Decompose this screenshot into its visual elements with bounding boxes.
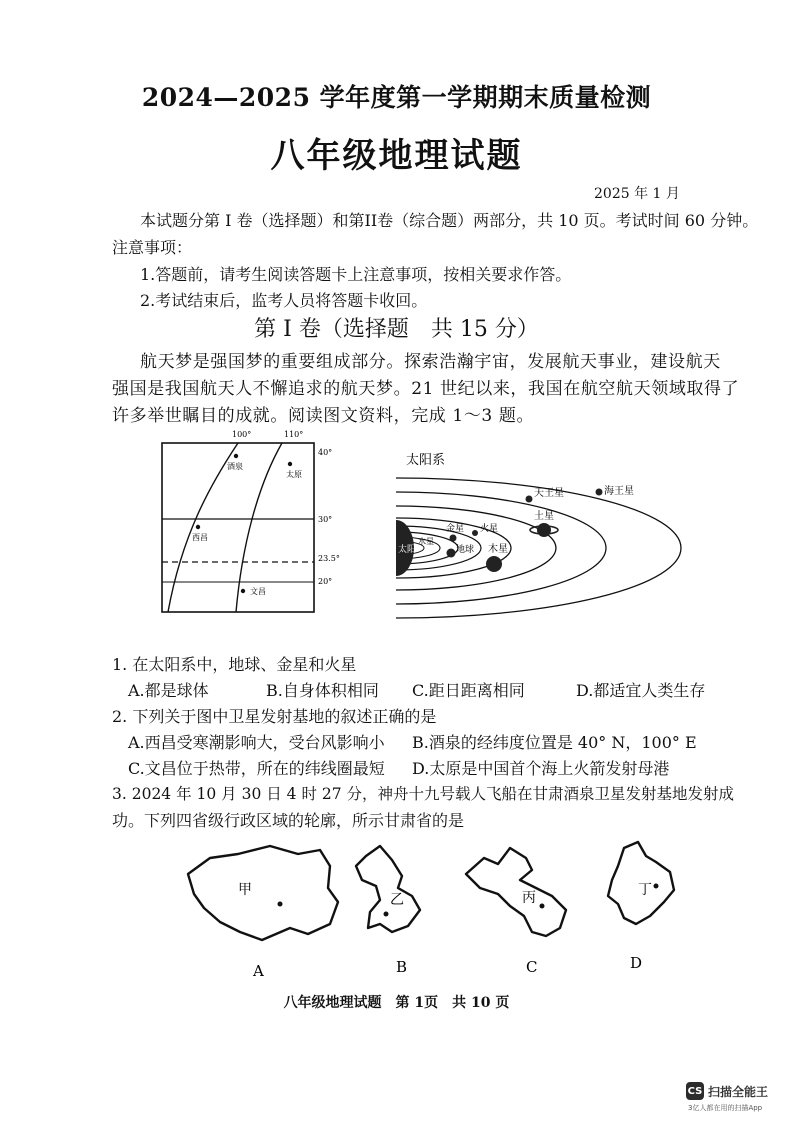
- q1-option-a: A.都是球体: [128, 681, 209, 700]
- planet-jupiter: [486, 556, 502, 572]
- planet-uranus-label: 天王星: [534, 488, 564, 499]
- passage-line-2: 强国是我国航天人不懈追求的航天梦。21 世纪以来，我国在航空航天领域取得了: [112, 379, 740, 399]
- sun-label: 太阳: [398, 545, 417, 555]
- page-footer: 八年级地理试题 第 1页 共 10 页: [283, 995, 510, 1011]
- planet-neptune-label: 海王星: [604, 486, 634, 497]
- region-label-ding: 丁: [638, 882, 652, 898]
- region-label-bing: 丙: [522, 890, 536, 906]
- planet-earth: [447, 549, 456, 558]
- q1-option-b: B.自身体积相同: [266, 681, 379, 700]
- outline-a: [188, 846, 338, 940]
- outline-d-capital: [654, 884, 659, 889]
- site-xichang: 西昌: [192, 533, 208, 542]
- q2-option-c: C.文昌位于热带，所在的纬线圈最短: [128, 759, 385, 778]
- site-jiuquan: 酒泉: [227, 462, 243, 471]
- scanner-logo-icon: CS: [686, 1082, 704, 1100]
- lat-label-40: 40°: [318, 448, 333, 457]
- province-outlines: [180, 836, 700, 986]
- solar-system-title: 太阳系: [406, 453, 446, 468]
- orbit-neptune: [396, 478, 681, 618]
- passage-line-1: 航天梦是强国梦的重要组成部分。探索浩瀚宇宙，发展航天事业，建设航天: [140, 352, 721, 372]
- outline-a-capital: [278, 902, 283, 907]
- lat-label-23-5: 23.5°: [318, 554, 340, 563]
- taiyuan-dot: [288, 462, 292, 466]
- note-1: 1.答题前，请考生阅读答题卡上注意事项，按相关要求作答。: [140, 265, 572, 284]
- planet-neptune: [596, 489, 603, 496]
- planet-mars-label: 火星: [480, 524, 499, 534]
- q2-option-a: A.西昌受寒潮影响大，受台风影响小: [128, 733, 385, 752]
- intro-line: 本试题分第 I 卷（选择题）和第II卷（综合题）两部分，共 10 页。考试时间 60 分钟。: [140, 211, 759, 230]
- outline-b: [356, 846, 420, 932]
- lon-label-100: 100°: [232, 430, 252, 439]
- section-title: 第 I 卷（选择题 共 15 分）: [254, 317, 539, 342]
- exam-title: 2024—2025 学年度第一学期期末质量检测: [141, 83, 652, 112]
- q1-option-c: C.距日距离相同: [412, 681, 525, 700]
- planet-mars: [472, 530, 478, 536]
- solar-system-diagram: [388, 440, 688, 625]
- wenchang-dot: [241, 589, 245, 593]
- option-letter-b: B: [396, 958, 408, 976]
- subject-title: 八年级地理试题: [270, 136, 523, 176]
- planet-venus-label: 金星: [446, 524, 465, 534]
- lat-label-30: 30°: [318, 515, 333, 524]
- lat-label-20: 20°: [318, 577, 333, 586]
- lon-label-110: 110°: [284, 430, 304, 439]
- option-letter-d: D: [630, 954, 643, 972]
- site-taiyuan: 太原: [286, 470, 302, 479]
- outline-c: [466, 848, 566, 936]
- q3-line-1: 3. 2024 年 10 月 30 日 4 时 27 分，神舟十九号载人飞船在甘肃酒泉卫星发射基地发射成: [112, 785, 735, 803]
- scanner-tagline: 3亿人都在用的扫描App: [688, 1104, 763, 1112]
- region-label-jia: 甲: [238, 882, 252, 898]
- scanner-name: 扫描全能王: [708, 1084, 769, 1099]
- exam-date: 2025 年 1 月: [594, 186, 680, 202]
- option-letter-c: C: [526, 958, 538, 976]
- planet-saturn: [537, 523, 551, 537]
- q1-option-d: D.都适宜人类生存: [576, 681, 706, 700]
- notes-title: 注意事项：: [112, 238, 193, 257]
- planet-uranus: [526, 496, 533, 503]
- scanner-watermark: [686, 1082, 768, 1100]
- launch-site-map: [150, 425, 350, 620]
- option-letter-a: A: [253, 962, 264, 980]
- outline-b-capital: [384, 912, 389, 917]
- passage-line-3: 许多举世瞩目的成就。阅读图文资料，完成 1～3 题。: [112, 406, 535, 426]
- q1-stem: 1. 在太阳系中，地球、金星和火星: [112, 655, 357, 674]
- xichang-dot: [196, 525, 200, 529]
- region-label-yi: 乙: [390, 892, 404, 908]
- site-wenchang: 文昌: [250, 587, 266, 596]
- outline-c-capital: [540, 904, 545, 909]
- note-2: 2.考试结束后，监考人员将答题卡收回。: [140, 291, 428, 310]
- planet-mercury-label: 水星: [418, 537, 434, 546]
- q2-option-d: D.太原是中国首个海上火箭发射母港: [412, 759, 670, 778]
- q2-option-b: B.酒泉的经纬度位置是 40° N，100° E: [412, 733, 697, 752]
- planet-jupiter-label: 木星: [488, 544, 508, 555]
- planet-earth-label: 地球: [456, 545, 475, 555]
- planet-venus: [450, 535, 457, 542]
- q2-stem: 2. 下列关于图中卫星发射基地的叙述正确的是: [112, 707, 437, 726]
- q3-line-2: 功。下列四省级行政区域的轮廓，所示甘肃省的是: [112, 811, 465, 830]
- jiuquan-dot: [234, 454, 238, 458]
- planet-saturn-label: 土星: [534, 511, 554, 522]
